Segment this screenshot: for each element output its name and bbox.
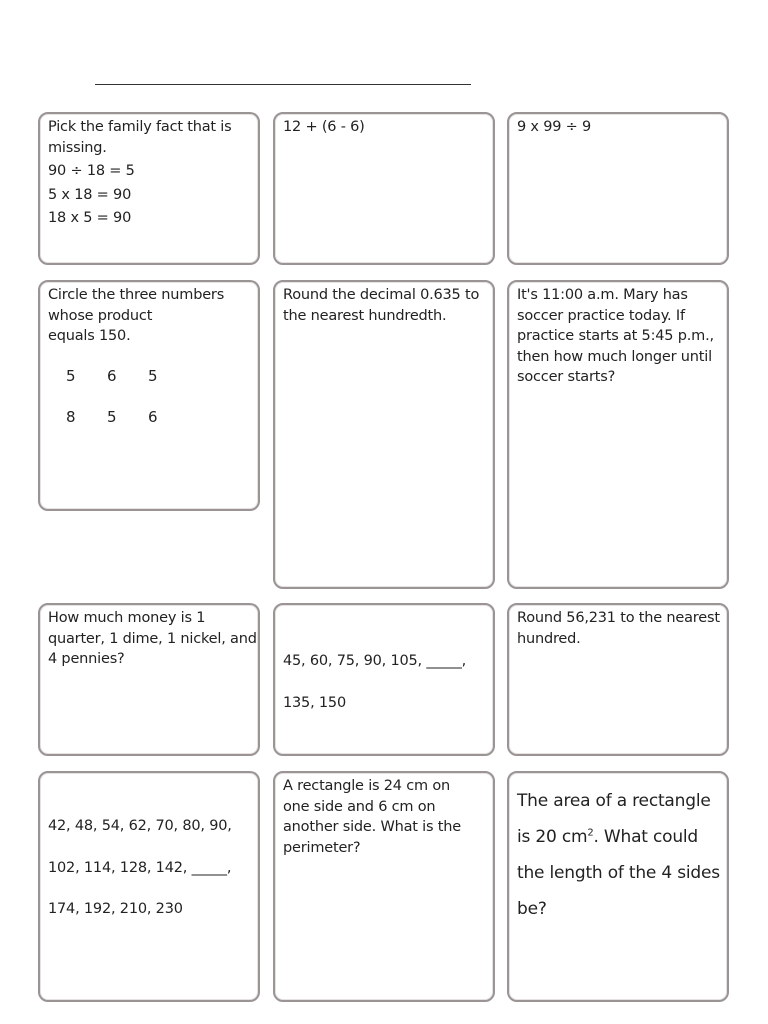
- task-card-family-fact: [38, 112, 260, 265]
- card-text: the nearest hundredth.: [283, 307, 447, 324]
- card-text: How much money is 1: [48, 610, 206, 626]
- number[interactable]: 6: [148, 408, 158, 426]
- superscript: 2: [587, 827, 594, 839]
- fact-line: 5 x 18 = 90: [48, 186, 132, 203]
- pattern-line: 102, 114, 128, 142, _____,: [48, 859, 232, 876]
- task-card-sequence: [38, 771, 260, 1002]
- card-text: The area of a rectangle: [517, 791, 711, 811]
- pattern-line: 45, 60, 75, 90, 105, _____,: [283, 653, 467, 669]
- card-text: Round 56,231 to the nearest: [517, 610, 720, 626]
- card-text: 4 pennies?: [48, 651, 125, 667]
- pattern-line: 135, 150: [283, 694, 346, 711]
- card-text: quarter, 1 dime, 1 nickel, and: [48, 630, 257, 647]
- card-text: It's 11:00 a.m. Mary has: [517, 287, 688, 303]
- card-text: soccer starts?: [517, 369, 616, 385]
- fact-line: 90 ÷ 18 = 5: [48, 163, 135, 179]
- card-text: 9 x 99 ÷ 9: [517, 119, 592, 135]
- card-text: another side. What is the: [283, 819, 461, 835]
- fact-line: 18 x 5 = 90: [48, 210, 132, 226]
- pattern-line: 42, 48, 54, 62, 70, 80, 90,: [48, 818, 232, 834]
- number-row: [66, 407, 189, 428]
- task-card-round-hundred: [507, 603, 729, 756]
- card-text: Circle the three numbers: [48, 287, 225, 303]
- card-text: perimeter?: [283, 839, 361, 856]
- card-text: be?: [517, 899, 547, 919]
- task-card-money: [38, 603, 260, 756]
- card-text: the length of the 4 sides: [517, 863, 720, 883]
- card-text: practice starts at 5:45 p.m.,: [517, 328, 714, 344]
- task-card-perimeter: [273, 771, 495, 1002]
- name-line: [95, 84, 471, 85]
- card-text: then how much longer until: [517, 348, 712, 365]
- card-text: Round the decimal 0.635 to: [283, 287, 480, 303]
- number[interactable]: 5: [66, 367, 76, 385]
- task-card-round-decimal: [273, 280, 495, 589]
- card-text: 12 + (6 - 6): [283, 119, 365, 135]
- number-row: [66, 366, 189, 387]
- card-text: Pick the family fact that is: [48, 119, 232, 135]
- task-card-elapsed-time: [507, 280, 729, 589]
- number[interactable]: 5: [148, 367, 158, 385]
- number[interactable]: 5: [107, 408, 117, 426]
- number[interactable]: 8: [66, 408, 76, 426]
- card-text: whose product: [48, 307, 153, 324]
- task-card-expression: [273, 112, 495, 265]
- task-card-multiply-divide: [507, 112, 729, 265]
- pattern-line: 174, 192, 210, 230: [48, 901, 183, 917]
- card-text: is 20 $cm^2$. What could: [517, 827, 699, 847]
- card-text: soccer practice today. If: [517, 307, 685, 324]
- task-card-circle-numbers: [38, 280, 260, 511]
- card-text: hundred.: [517, 630, 581, 647]
- card-text: A rectangle is 24 cm on: [283, 778, 451, 794]
- task-card-area: [507, 771, 729, 1002]
- number[interactable]: 6: [107, 367, 117, 385]
- task-card-number-pattern: [273, 603, 495, 756]
- card-text: equals 150.: [48, 328, 131, 344]
- card-text: missing.: [48, 139, 107, 156]
- card-text: one side and 6 cm on: [283, 798, 436, 815]
